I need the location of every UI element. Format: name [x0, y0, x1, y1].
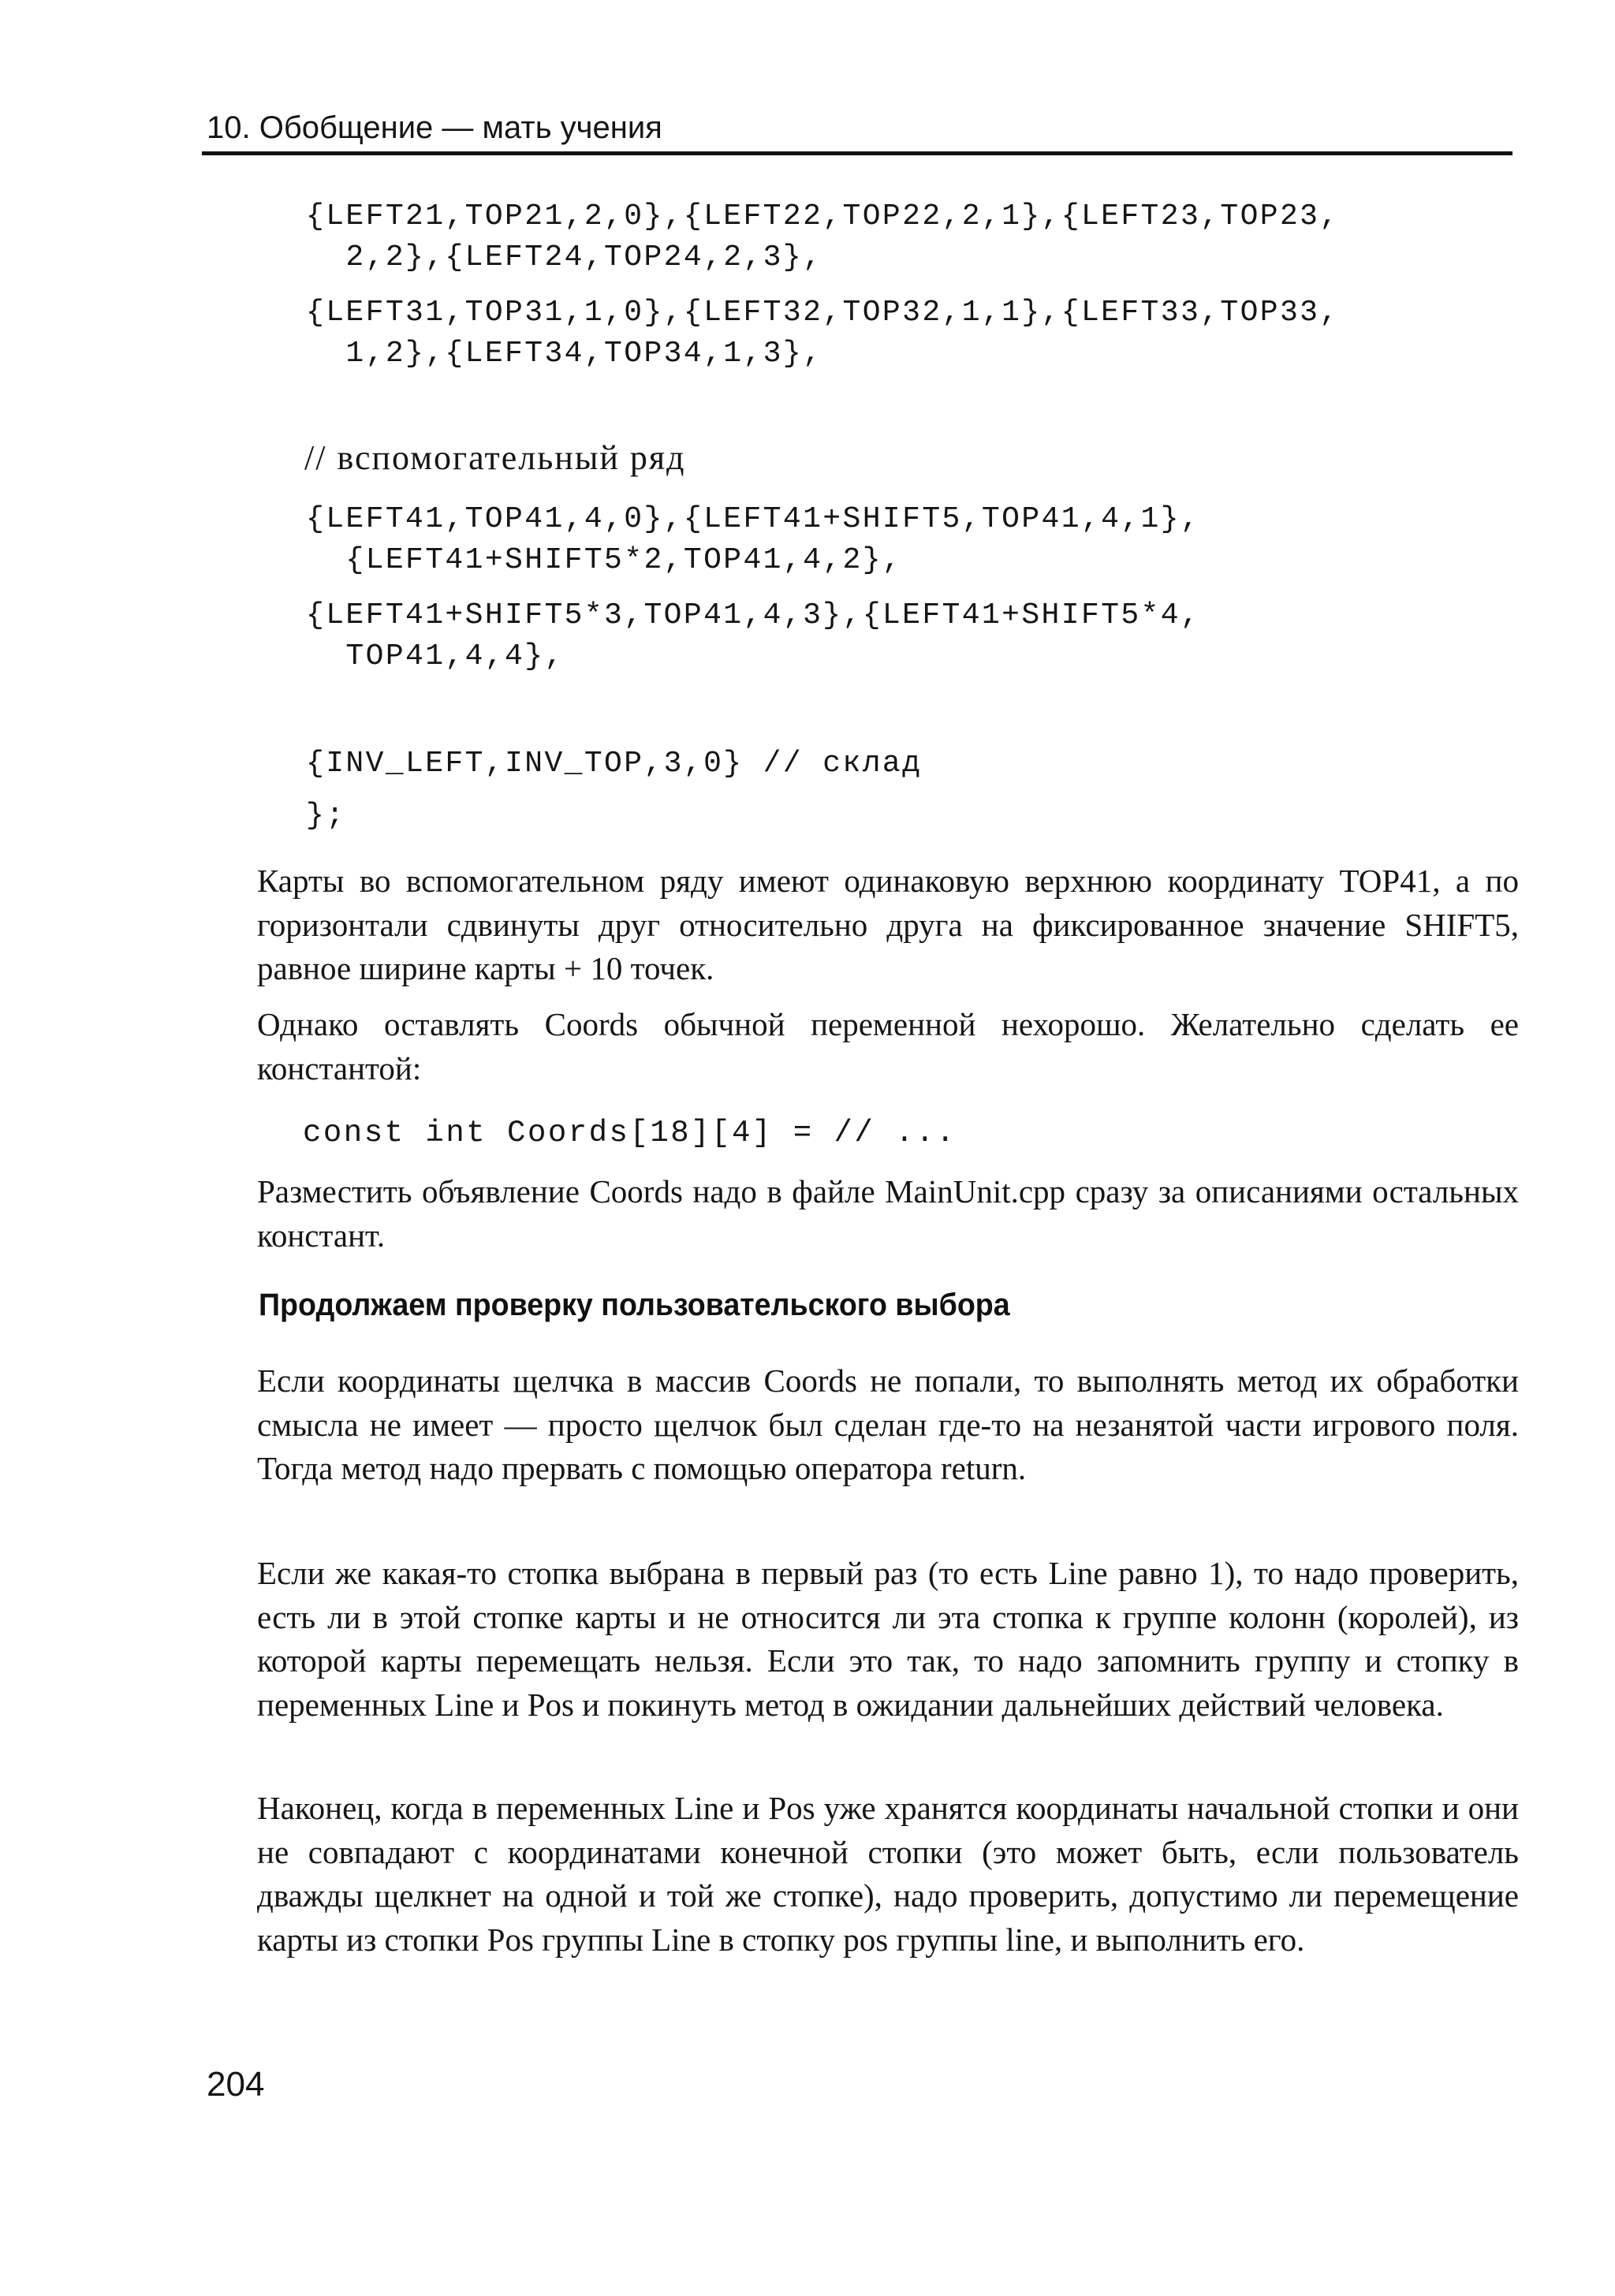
paragraph: Наконец, когда в переменных Line и Pos уже хранятся координаты начальной стопки и они не совпадают с координатами конечной стопки (это может быть, если пользователь дважды щелкнет на одной и той же стопке), надо проверить, допустимо ли перемещение карты из стопки Pos группы Line в стопку pos группы line, и выполнить его. — [257, 1790, 1519, 1958]
code-line: TOP41,4,4}, — [306, 639, 565, 673]
header-rule — [202, 151, 1512, 155]
paragraph: Однако оставлять Coords обычной переменной нехорошо. Желательно сделать ее константой: — [257, 1006, 1519, 1086]
paragraph: Карты во вспомогательном ряду имеют одинаковую верхнюю координату TOP41, а по горизонтали сдвинуты друг относительно друга на фиксированное значение SHIFT5, равное ширине карты + 10 точек. — [257, 863, 1519, 986]
running-header-title: 10. Обобщение — мать учения — [207, 110, 662, 145]
code-line: {LEFT21,TOP21,2,0},{LEFT22,TOP22,2,1},{LEFT23,TOP23, — [306, 199, 1340, 233]
section-heading: Продолжаем проверку пользовательского выбора — [259, 1288, 1010, 1322]
code-line: {LEFT41,TOP41,4,0},{LEFT41+SHIFT5,TOP41,4,1}, — [306, 502, 1201, 536]
code-line: 2,2},{LEFT24,TOP24,2,3}, — [306, 240, 823, 274]
inline-code-line: const int Coords[18][4] = // ... — [303, 1116, 957, 1150]
paragraph: Если координаты щелчка в массив Coords не попали, то выполнять метод их обработки смысла не имеет — просто щелчок был сделан где-то на незанятой части игрового поля. Тогда метод надо прервать с помощью оператора return. — [257, 1362, 1519, 1486]
code-comment: // вспомогательный ряд — [304, 438, 686, 477]
paragraph: Если же какая-то стопка выбрана в первый раз (то есть Line равно 1), то надо проверить, есть ли в этой стопке карты и не относится ли эта стопка к группе колонн (королей), из которой карты перемещать нельзя. Если это так, то надо запомнить группу и стопку в переменных Line и Pos и покинуть метод в ожидании дальнейших действий человека. — [257, 1555, 1519, 1723]
code-line: {INV_LEFT,INV_TOP,3,0} // склад — [306, 747, 923, 781]
code-line: 1,2},{LEFT34,TOP34,1,3}, — [306, 337, 823, 371]
code-line: }; — [306, 799, 346, 833]
page-number: 204 — [207, 2065, 265, 2104]
code-line: {LEFT41+SHIFT5*2,TOP41,4,2}, — [306, 543, 903, 577]
paragraph: Разместить объявление Coords надо в файле MainUnit.cpp сразу за описаниями остальных констант. — [257, 1173, 1519, 1254]
code-line: {LEFT41+SHIFT5*3,TOP41,4,3},{LEFT41+SHIFT5*4, — [306, 598, 1201, 632]
code-line: {LEFT31,TOP31,1,0},{LEFT32,TOP32,1,1},{LEFT33,TOP33, — [306, 296, 1340, 330]
